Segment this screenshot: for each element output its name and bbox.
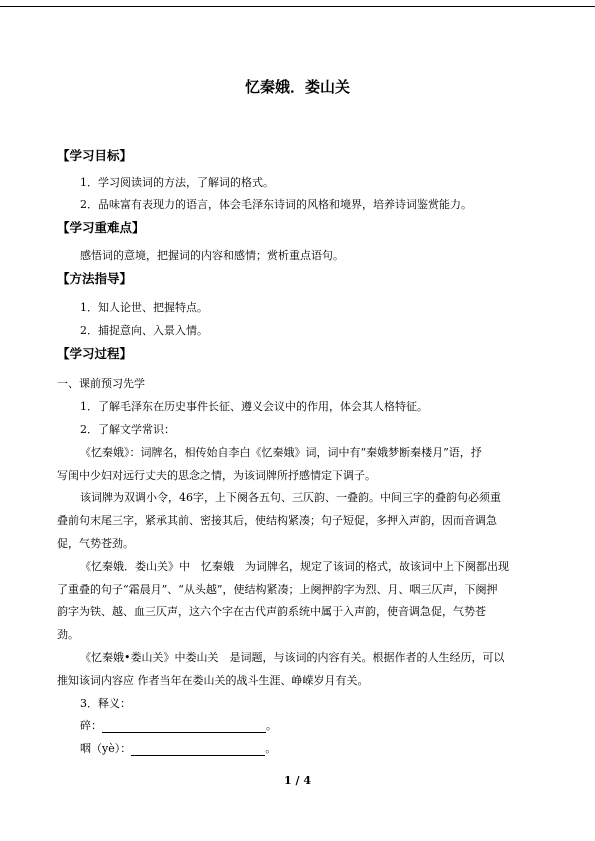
page-title: 忆秦娥．娄山关 bbox=[244, 78, 350, 96]
page-number: 1 / 4 bbox=[284, 774, 311, 787]
process-item-3: 3．释义： bbox=[80, 697, 131, 710]
process-section-1: 一、课前预习先学 bbox=[57, 377, 145, 390]
method-item-2: 2．捕捉意向、入景入情。 bbox=[80, 324, 208, 337]
para4-line-2: 推知该词内容应 作者当年在娄山关的战斗生涯、峥嵘岁月有关。 bbox=[57, 674, 369, 687]
definition-1-blank[interactable] bbox=[102, 721, 266, 733]
definition-row-1 bbox=[80, 719, 277, 733]
para1-line-2: 写闺中少妇对远行丈夫的思念之情，为该词牌所抒感情定下调子。 bbox=[57, 469, 376, 482]
para2-line-2: 叠前句末尾三字，紧承其前、密接其后，使结构紧凑；句子短促，多押入声韵，因而音调急 bbox=[57, 514, 497, 527]
definition-1-end: 。 bbox=[266, 719, 277, 732]
definition-2-label: 咽（yè）： bbox=[80, 742, 132, 755]
key-points-text: 感悟词的意境，把握词的内容和感情；赏析重点语句。 bbox=[80, 249, 344, 262]
para4-line-1: 《忆秦娥•娄山关》中娄山关 是词题，与该词的内容有关。根据作者的人生经历，可以 bbox=[80, 651, 505, 664]
para1-line-1: 《忆秦娥》：词牌名，相传始自李白《忆秦娥》词，词中有“秦娥梦断秦楼月”语，抒 bbox=[80, 446, 482, 459]
method-item-1: 1．知人论世、把握特点。 bbox=[80, 301, 208, 314]
para2-line-3: 促，气势苍劲。 bbox=[57, 537, 134, 550]
header-rule bbox=[0, 6, 595, 7]
process-item-1: 1．了解毛泽东在历史事件长征、遵义会议中的作用，体会其人格特征。 bbox=[80, 400, 428, 413]
para2-line-1: 该词牌为双调小令，46字，上下阕各五句、三仄韵、一叠韵。中间三字的叠韵句必须重 bbox=[80, 491, 501, 504]
definition-1-label: 碎： bbox=[80, 719, 102, 732]
heading-methods: 【方法指导】 bbox=[57, 271, 133, 286]
goal-item-1: 1．学习阅读词的方法，了解词的格式。 bbox=[80, 176, 274, 189]
process-item-2: 2．了解文学常识： bbox=[80, 423, 175, 436]
para3-line-3: 韵字为铁、越、血三仄声，这六个字在古代声韵系统中属于入声韵，使音调急促，气势苍 bbox=[57, 605, 486, 618]
goal-item-2: 2．品味富有表现力的语言，体会毛泽东诗词的风格和境界，培养诗词鉴赏能力。 bbox=[80, 198, 472, 211]
para3-line-2: 了重叠的句子“霜晨月”、“从头越”，使结构紧凑；上阕押韵字为烈、月、咽三仄声，下阕押 bbox=[57, 583, 498, 596]
definition-row-2 bbox=[80, 742, 276, 756]
definition-2-end: 。 bbox=[265, 742, 277, 755]
heading-process: 【学习过程】 bbox=[57, 346, 133, 361]
para3-line-1: 《忆秦娥．娄山关》中 忆秦娥 为词牌名，规定了该词的格式，故该词中上下阕都出现 bbox=[80, 560, 509, 573]
heading-key-points: 【学习重难点】 bbox=[57, 220, 145, 235]
para3-line-4: 劲。 bbox=[57, 628, 79, 641]
heading-goals: 【学习目标】 bbox=[57, 148, 133, 163]
definition-2-blank[interactable] bbox=[131, 744, 265, 756]
